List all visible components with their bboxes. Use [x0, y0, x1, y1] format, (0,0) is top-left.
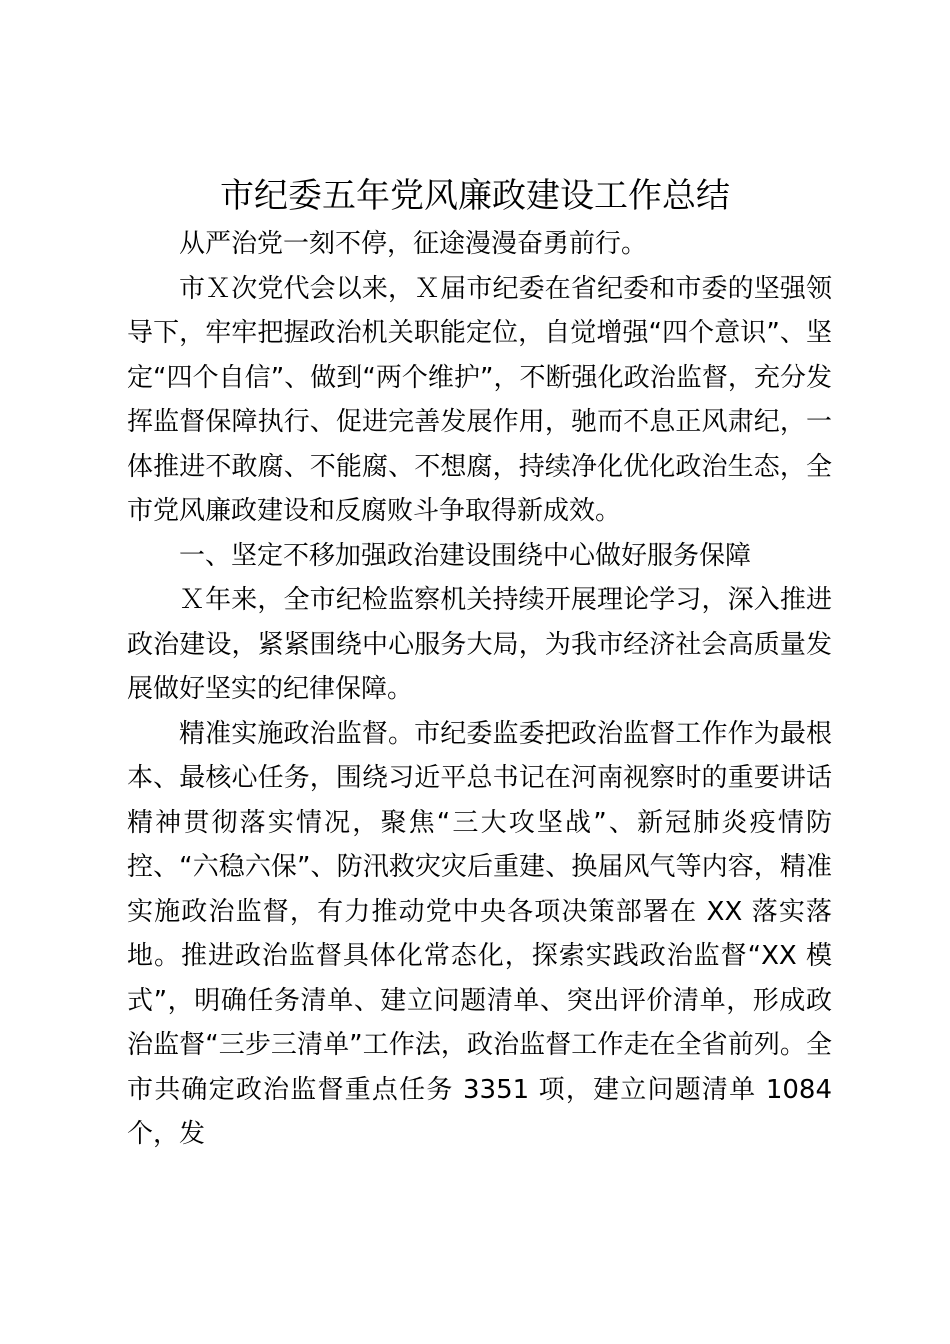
document-body	[127, 222, 832, 1157]
section-heading-1: 一、坚定不移加强政治建设围绕中心做好服务保障	[179, 540, 752, 571]
document-title: 市纪委五年党风廉政建设工作总结	[220, 176, 730, 216]
intro-paragraph: 从严治党一刻不停，征途漫漫奋勇前行。	[179, 229, 648, 259]
political-supervision-paragraph: 精准实施政治监督。市纪委监委把政治监督工作作为最根本、最核心任务，围绕习近平总书记在河南视察时的重要讲话精神贯彻落实情况，聚焦“三大攻坚战”、新冠肺炎疫情防控、“六稳六保”、防汛救灾灾后重建、换届风气等内容，精准实施政治监督，有力推动党中央各项决策部署在 XX 落实落地。推进政治监督具体化常态化，探索实践政治监督“XX 模式”，明确任务清单、建立问题清单、突出评价清单，形成政治监督“三步三清单”工作法，政治监督工作走在全省前列。全市共确定政治监督重点任务 3351 项，建立问题清单 1084 个，发	[127, 718, 832, 1149]
overview-paragraph: 市Ｘ次党代会以来，Ｘ届市纪委在省纪委和市委的坚强领导下，牢牢把握政治机关职能定位，自觉增强“四个意识”、坚定“四个自信”、做到“两个维护”，不断强化政治监督，充分发挥监督保障执行、促进完善发展作用，驰而不息正风肃纪，一体推进不敢腐、不能腐、不想腐，持续净化优化政治生态，全市党风廉政建设和反腐败斗争取得新成效。	[127, 273, 832, 526]
section-summary-paragraph: Ｘ年来，全市纪检监察机关持续开展理论学习，深入推进政治建设，紧紧围绕中心服务大局，为我市经济社会高质量发展做好坚实的纪律保障。	[127, 585, 832, 704]
